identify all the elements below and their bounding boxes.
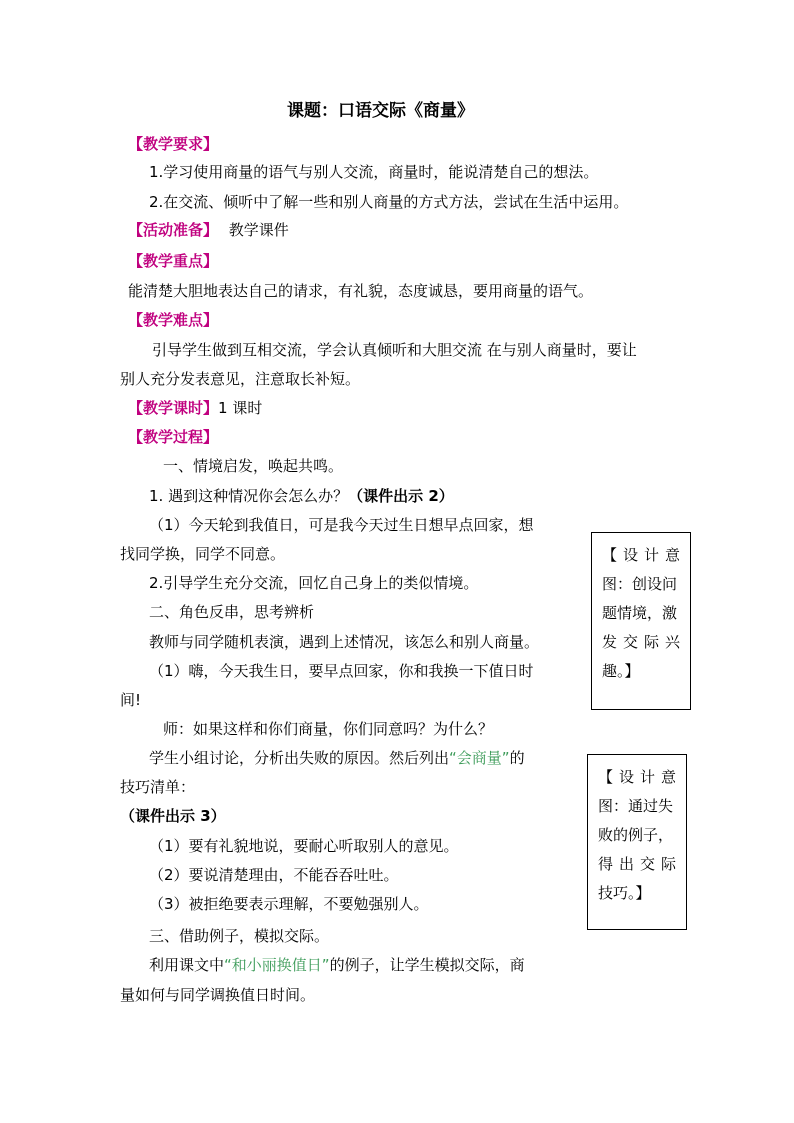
tips-label: 技巧清单：: [120, 778, 196, 796]
difficulties-line-2: 别人充分发表意见，注意取长补短。: [120, 370, 361, 388]
question-1: [149, 486, 454, 506]
design-note-1-line: 发交际兴: [602, 633, 687, 651]
case1-line-1: （1）今天轮到我值日，可是我今天过生日想早点回家，想: [149, 516, 534, 534]
teacher-question: 师：如果这样和你们商量，你们同意吗？为什么？: [163, 720, 494, 738]
preparation-text: 教学课件: [228, 221, 289, 239]
hours-row: [128, 398, 262, 418]
design-note-2-line: 得出交际: [598, 855, 683, 873]
design-note-2-line: 技巧。】: [598, 884, 651, 902]
example-line-2: 量如何与同学调换值日时间。: [120, 986, 316, 1004]
design-note-2-line: 败的例子，: [598, 826, 674, 844]
difficulties-line-1: 引导学生做到互相交流，学会认真倾听和大胆交流 在与别人商量时，要让: [152, 341, 637, 359]
question-1-text: 1. 遇到这种情况你会怎么办？: [149, 487, 349, 505]
tip-item-1: （1）要有礼貌地说，要耐心听取别人的意见。: [149, 837, 459, 855]
courseware-3-label: （课件出示 3）: [120, 807, 226, 825]
preparation-row: [128, 220, 289, 240]
tip-item-2: （2）要说清楚理由，不能吞吞吐吐。: [149, 866, 399, 884]
example-suffix: 的例子，让学生模拟交际，商: [329, 956, 525, 974]
design-note-1-line: 题情境，激: [602, 604, 678, 622]
difficulties-heading: 【教学难点】: [128, 311, 219, 329]
design-note-1-line: 【设计意: [602, 546, 687, 564]
group-highlight: “会商量”: [449, 749, 510, 767]
group-suffix: 的: [509, 749, 525, 767]
part1-title: 一、情境启发，唤起共鸣。: [163, 457, 344, 475]
roleplay-text: 教师与同学随机表演，遇到上述情况，该怎么和别人商量。: [149, 633, 540, 651]
part2-title: 二、角色反串，思考辨析: [149, 603, 315, 621]
hours-text: 1 课时: [218, 399, 263, 417]
tip-item-3: （3）被拒绝要表示理解，不要勉强别人。: [149, 895, 429, 913]
part3-title: 三、借助例子，模拟交际。: [149, 927, 330, 945]
design-note-2-line: 【设计意: [598, 768, 683, 786]
group-discussion: [149, 748, 525, 768]
process-heading: 【教学过程】: [128, 428, 219, 446]
design-note-1-line: 趣。】: [602, 662, 640, 680]
design-note-2: [587, 754, 687, 930]
key-points-text: 能清楚大胆地表达自己的请求，有礼貌，态度诚恳，要用商量的语气。: [128, 282, 594, 300]
requirement-item-2: 2.在交流、倾听中了解一些和别人商量的方式方法，尝试在生活中运用。: [149, 193, 629, 211]
hours-heading: 【教学课时】: [128, 399, 219, 417]
requirement-item-1: 1.学习使用商量的语气与别人交流，商量时，能说清楚自己的想法。: [149, 163, 599, 181]
design-note-1: [591, 532, 691, 710]
group-text: 学生小组讨论，分析出失败的原因。然后列出: [149, 749, 450, 767]
example-text: 利用课文中: [149, 956, 225, 974]
step-2: 2.引导学生充分交流，回忆自己身上的类似情境。: [149, 574, 479, 592]
design-note-2-line: 图：通过失: [598, 797, 674, 815]
example-highlight: “和小丽换值日”: [224, 956, 330, 974]
example-line-1: [149, 955, 525, 975]
preparation-heading: 【活动准备】: [128, 221, 219, 239]
case1-line-2: 找同学换，同学不同意。: [120, 545, 286, 563]
page-title: 课题：口语交际《商量》: [287, 101, 474, 121]
courseware-2-label: （课件出示 2）: [348, 487, 454, 505]
requirements-heading: 【教学要求】: [128, 135, 219, 153]
case2-line-2: 间!: [120, 691, 142, 709]
design-note-1-line: 图：创设问: [602, 575, 678, 593]
key-points-heading: 【教学重点】: [128, 252, 219, 270]
case2-line-1: （1）嗨，今天我生日，要早点回家，你和我换一下值日时: [149, 662, 534, 680]
